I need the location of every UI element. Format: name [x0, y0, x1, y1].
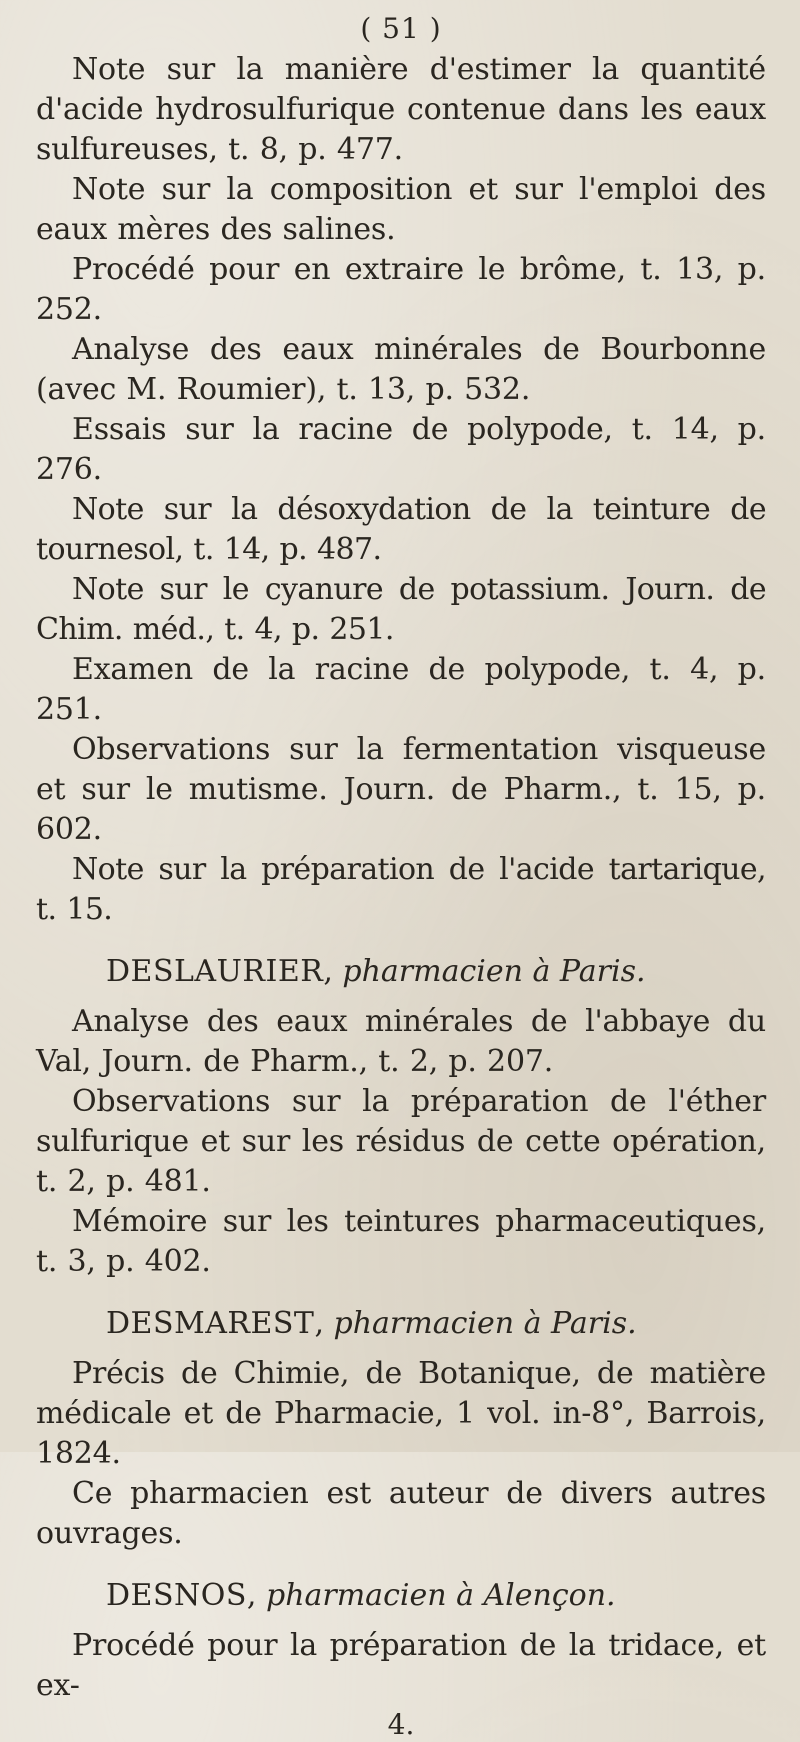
entry-acide-tartarique: Note sur la préparation de l'acide tartarique, t. 15.: [36, 852, 766, 927]
entry-eaux-meres: Note sur la composition et sur l'emploi des eaux mères des salines.: [36, 172, 766, 247]
entry-tournesol: Note sur la désoxydation de la teinture de tournesol, t. 14, p. 487.: [36, 492, 766, 567]
entry-autres-ouvrages: Ce pharmacien est auteur de divers autres ouvrages.: [36, 1476, 766, 1551]
entry-abbaye-du-val: Analyse des eaux minérales de l'abbaye du Val, Journ. de Pharm., t. 2, p. 207.: [36, 1004, 766, 1079]
entry-brome: Procédé pour en extraire le brôme, t. 13, p. 252.: [36, 252, 766, 327]
author-name: DESLAURIER: [106, 954, 324, 989]
author-heading-deslaurier: DESLAURIER, pharmacien à Paris.: [106, 954, 646, 989]
entry-precis-de-chimie: Précis de Chimie, de Botanique, de matière médicale et de Pharmacie, 1 vol. in-8°, Barrois, 1824.: [36, 1356, 766, 1471]
page-number: ( 51 ): [360, 12, 442, 45]
entry-polypode-examen: Examen de la racine de polypode, t. 4, p. 251.: [36, 652, 766, 727]
author-role: pharmacien à Alençon.: [265, 1578, 616, 1613]
author-role: pharmacien à Paris.: [333, 1306, 637, 1341]
entry-teintures: Mémoire sur les teintures pharmaceutiques, t. 3, p. 402.: [36, 1204, 766, 1279]
author-name: DESMAREST: [106, 1306, 315, 1341]
entry-ether-sulfurique: Observations sur la préparation de l'éther sulfurique et sur les résidus de cette opération, t. 2, p. 481.: [36, 1084, 766, 1199]
entry-fermentation: Observations sur la fermentation visqueuse et sur le mutisme. Journ. de Pharm., t. 15, p. 602.: [36, 732, 766, 847]
entry-tridace: Procédé pour la préparation de la tridace, et ex-: [36, 1628, 766, 1703]
author-role: pharmacien à Paris.: [342, 954, 646, 989]
entry-hydrosulfurique: Note sur la manière d'estimer la quantité d'acide hydrosulfurique contenue dans les eaux sulfureuses, t. 8, p. 477.: [36, 52, 766, 167]
author-heading-desmarest: DESMAREST, pharmacien à Paris.: [106, 1306, 637, 1341]
author-heading-desnos: DESNOS, pharmacien à Alençon.: [106, 1578, 616, 1613]
signature-mark: 4.: [387, 1708, 415, 1741]
entry-bourbonne: Analyse des eaux minérales de Bourbonne (avec M. Roumier), t. 13, p. 532.: [36, 332, 766, 407]
entry-cyanure: Note sur le cyanure de potassium. Journ. de Chim. méd., t. 4, p. 251.: [36, 572, 766, 647]
entry-polypode-essais: Essais sur la racine de polypode, t. 14, p. 276.: [36, 412, 766, 487]
author-name: DESNOS: [106, 1578, 247, 1613]
